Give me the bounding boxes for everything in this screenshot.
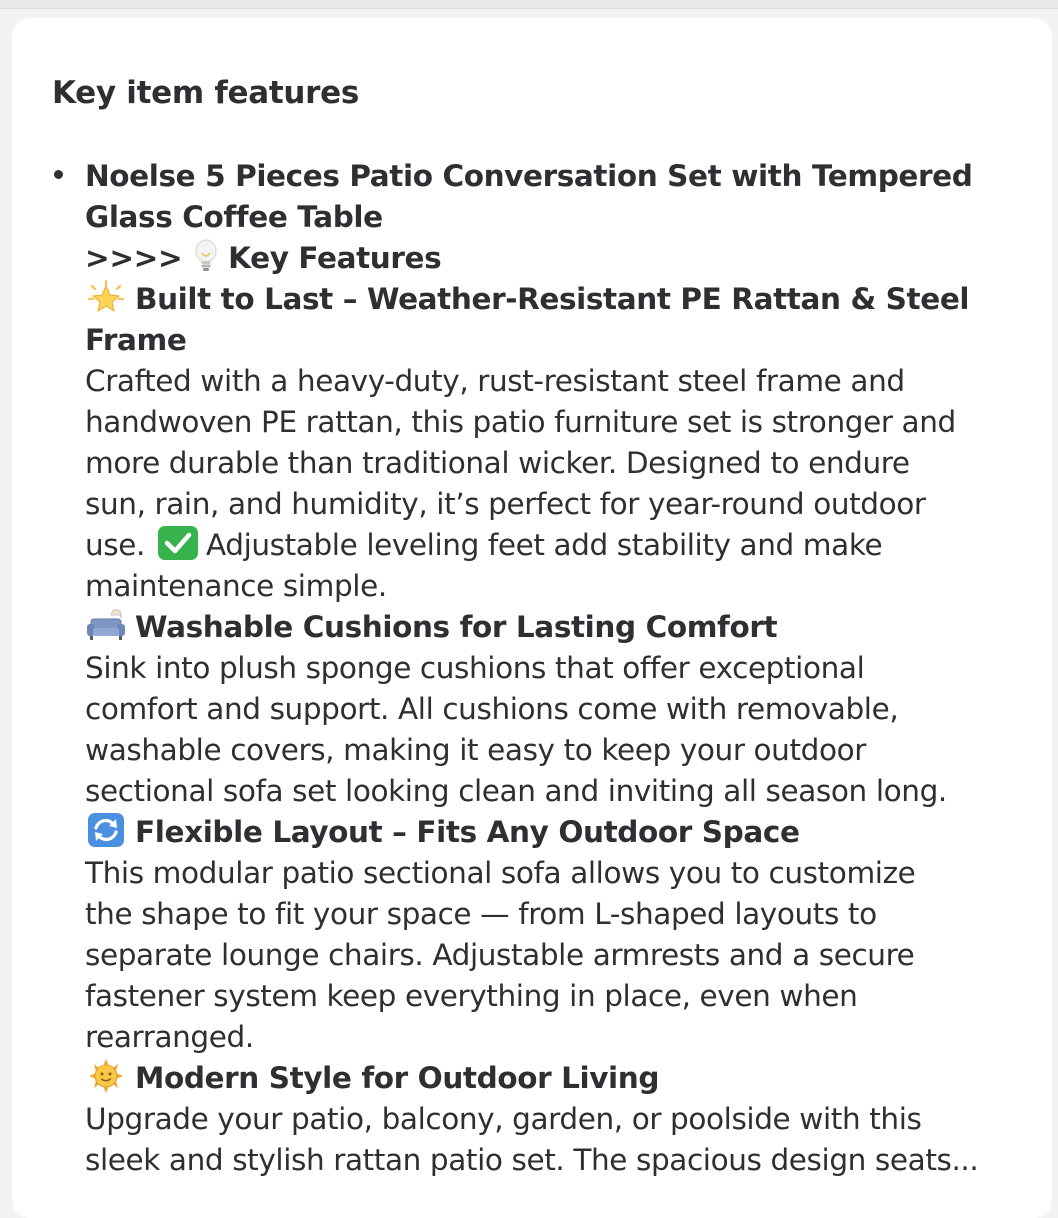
feature-title-text: Washable Cushions for Lasting Comfort [135,610,778,644]
feature-body-line: This modular patio sectional sofa allows you to customize [85,856,916,890]
feature-title-built-to-last [85,279,1030,320]
product-heading-line-1: Noelse 5 Pieces Patio Conversation Set with Tempered [85,159,973,193]
feature-title-text: Modern Style for Outdoor Living [135,1061,660,1095]
feature-body-line: comfort and support. All cushions come with removable, [85,692,899,726]
sun-face-icon [85,1059,127,1093]
feature-title-text: Built to Last – Weather-Resistant PE Rattan & Steel [135,282,970,316]
lightbulb-icon [192,239,220,273]
feature-body-line [85,525,1030,566]
feature-title-washable-cushions [85,607,1030,648]
feature-body-line: the shape to fit your space — from L-shaped layouts to [85,897,877,931]
feature-description [85,156,1030,1181]
feature-body-line: sun, rain, and humidity, it’s perfect for year-round outdoor [85,487,926,521]
bullet-dot [54,170,63,179]
feature-body-line: fastener system keep everything in place, even when [85,979,858,1013]
couch-icon [85,608,127,642]
feature-body-line: Crafted with a heavy-duty, rust-resistant steel frame and [85,364,905,398]
product-heading-line-2: Glass Coffee Table [85,200,383,234]
feature-title-text: Flexible Layout – Fits Any Outdoor Space [135,815,800,849]
refresh-arrows-icon [85,813,127,847]
feature-body-line: sectional sofa set looking clean and inviting all season long. [85,774,947,808]
top-divider [0,0,1058,9]
feature-body-line: separate lounge chairs. Adjustable armrests and a secure [85,938,915,972]
key-features-label: Key Features [228,241,442,275]
feature-body-line: sleek and stylish rattan patio set. The spacious design seats... [85,1143,979,1177]
body-text: use. [85,528,145,562]
feature-body-line: more durable than traditional wicker. Designed to endure [85,446,910,480]
feature-title-modern-style [85,1058,1030,1099]
star-icon [85,280,127,314]
feature-body-line: Upgrade your patio, balcony, garden, or poolside with this [85,1102,922,1136]
feature-title-flexible-layout [85,812,1030,853]
feature-body-line: maintenance simple. [85,569,387,603]
feature-body-line: handwoven PE rattan, this patio furniture set is stronger and [85,405,956,439]
body-text: Adjustable leveling feet add stability and make [205,528,883,562]
key-features-label-line [85,238,1030,279]
section-title: Key item features [52,75,360,111]
feature-body-line: washable covers, making it easy to keep your outdoor [85,733,866,767]
feature-body-line: Sink into plush sponge cushions that offer exceptional [85,651,865,685]
feature-body-line: rearranged. [85,1020,254,1054]
arrows-prefix: >>>> [85,241,183,275]
check-mark-icon [156,526,200,560]
key-features-card [12,18,1052,1218]
feature-title-built-to-last-line-2: Frame [85,323,187,357]
